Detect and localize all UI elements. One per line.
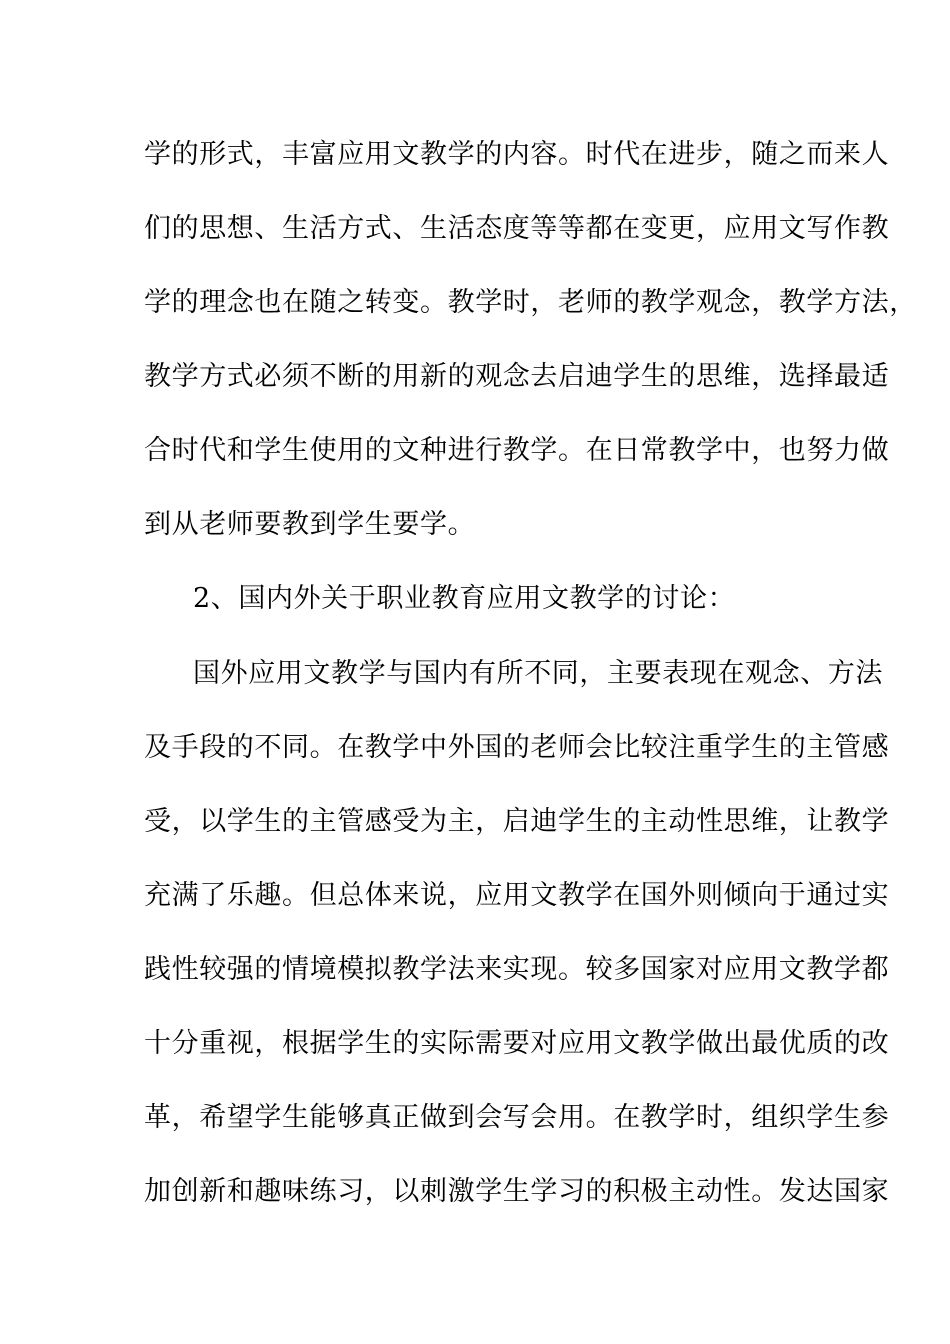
section-heading: 2、国内外关于职业教育应用文教学的讨论： xyxy=(193,583,736,614)
text-line: 及手段的不同。在教学中外国的老师会比较注重学生的主管感 xyxy=(144,732,890,763)
text-line: 践性较强的情境模拟教学法来实现。较多国家对应用文教学都 xyxy=(144,954,890,985)
text-line: 受，以学生的主管感受为主，启迪学生的主动性思维，让教学 xyxy=(144,806,890,837)
text-line: 教学方式必须不断的用新的观念去启迪学生的思维，选择最适 xyxy=(144,361,890,392)
text-line: 学的理念也在随之转变。教学时，老师的教学观念，教学方法， xyxy=(144,287,917,318)
paragraph-first-line: 国外应用文教学与国内有所不同，主要表现在观念、方法 xyxy=(193,658,883,689)
text-line: 合时代和学生使用的文种进行教学。在日常教学中，也努力做 xyxy=(144,435,890,466)
text-line: 学的形式，丰富应用文教学的内容。时代在进步，随之而来人 xyxy=(144,139,890,170)
text-line: 十分重视，根据学生的实际需要对应用文教学做出最优质的改 xyxy=(144,1028,890,1059)
text-line: 充满了乐趣。但总体来说，应用文教学在国外则倾向于通过实 xyxy=(144,880,890,911)
text-line: 革，希望学生能够真正做到会写会用。在教学时，组织学生参 xyxy=(144,1102,890,1133)
text-line: 加创新和趣味练习，以刺激学生学习的积极主动性。发达国家 xyxy=(144,1176,890,1207)
text-line: 们的思想、生活方式、生活态度等等都在变更，应用文写作教 xyxy=(144,213,890,244)
text-line: 到从老师要教到学生要学。 xyxy=(144,509,476,540)
